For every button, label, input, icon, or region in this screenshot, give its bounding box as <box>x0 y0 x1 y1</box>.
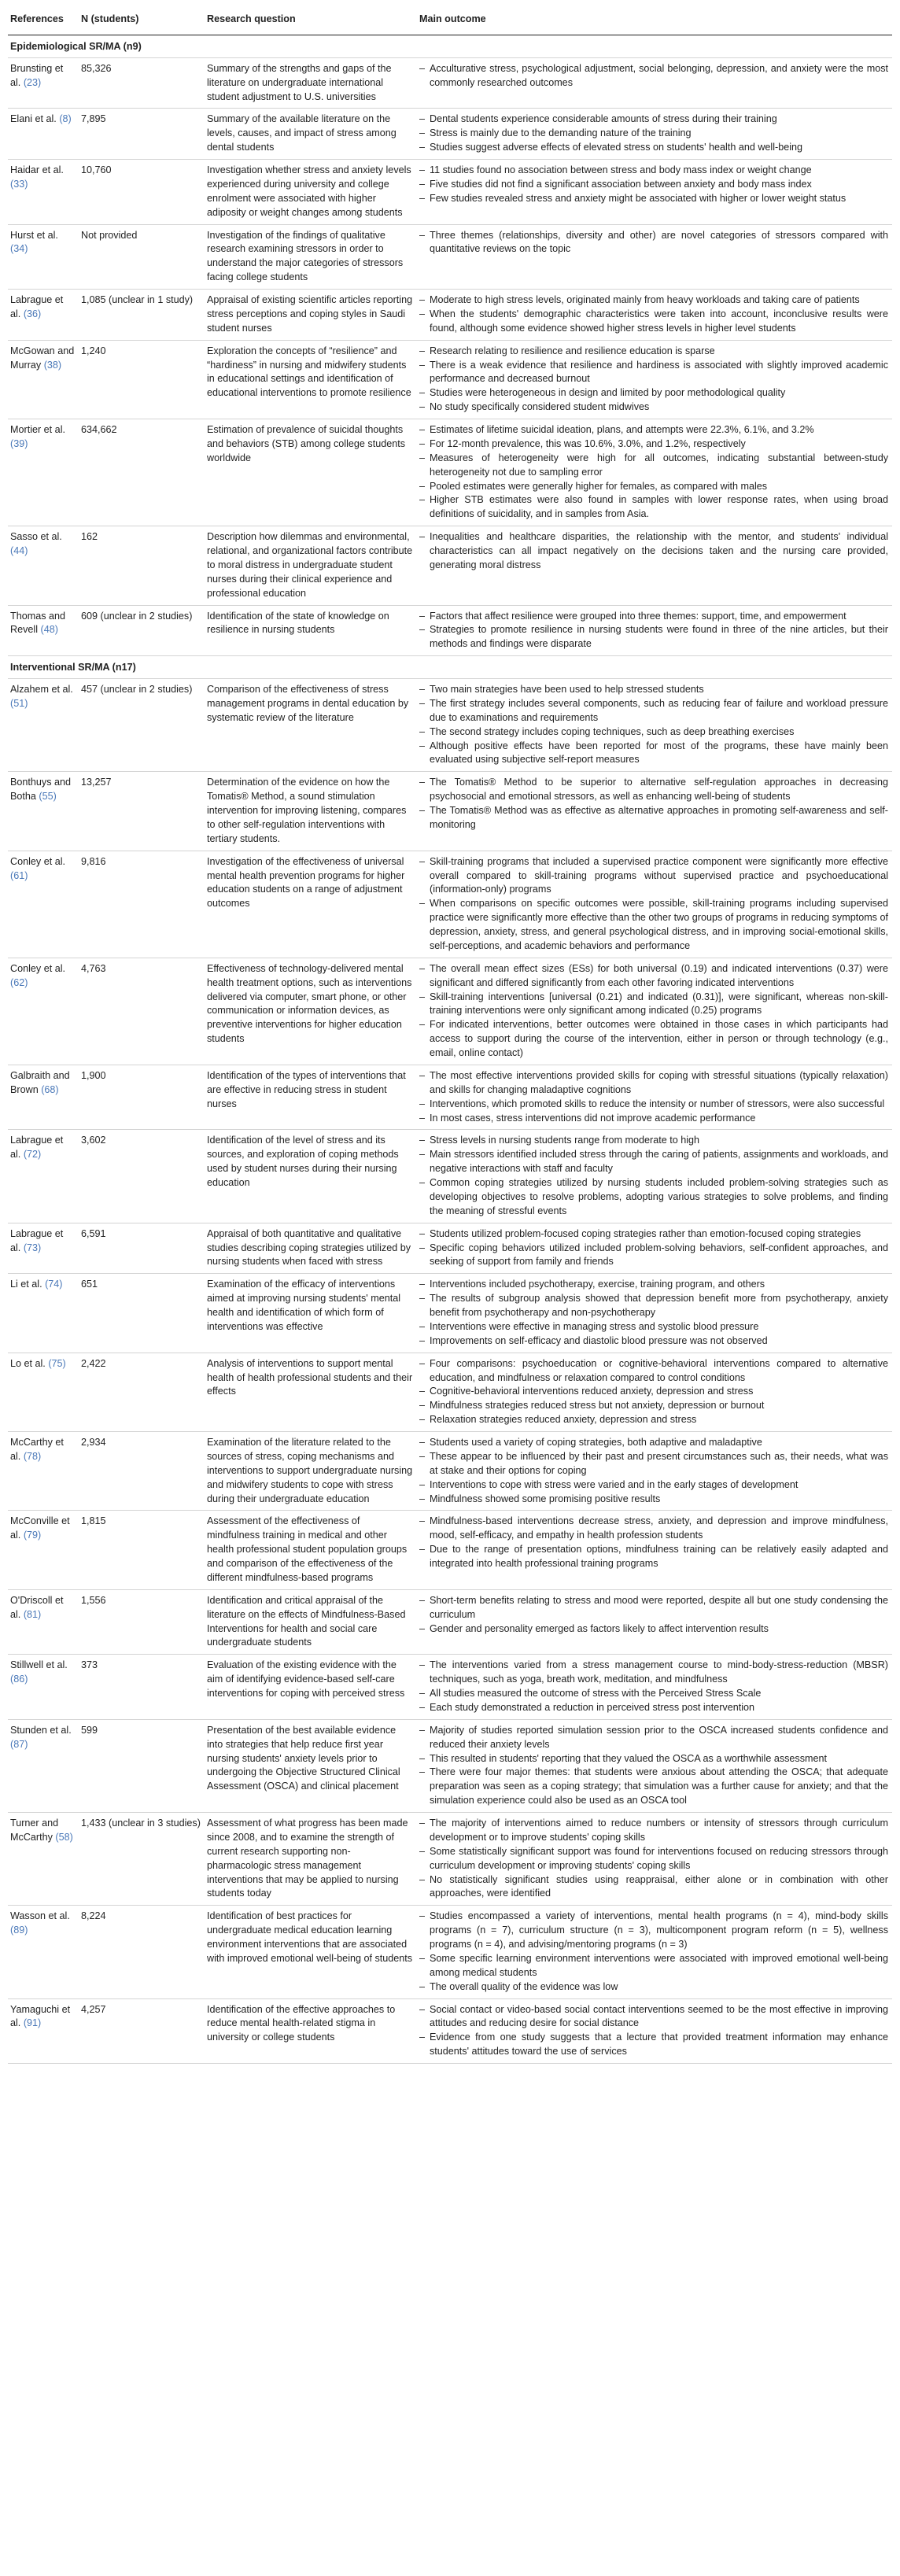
reference-number-link[interactable]: (23) <box>23 76 42 88</box>
research-question-cell: Examination of the efficacy of interventions aimed at improving nursing students' mental health and identification of which form of interventions was effective <box>205 1274 417 1353</box>
reference-cell <box>8 605 79 656</box>
outcome-list <box>419 1134 888 1218</box>
main-outcome-cell <box>417 958 892 1065</box>
reference-author: McConville et al. <box>10 1515 70 1541</box>
table-row <box>8 419 892 526</box>
main-outcome-cell <box>417 1065 892 1130</box>
reference-author: Mortier et al. <box>10 424 65 435</box>
reference-number-link[interactable]: (73) <box>23 1242 42 1253</box>
outcome-item: – Measures of heterogeneity were high for all outcomes, indicating substantial between-study heterogeneity not due to sampling error <box>419 452 888 480</box>
reference-cell <box>8 224 79 290</box>
reference-number-link[interactable]: (72) <box>23 1149 42 1161</box>
reference-cell <box>8 1432 79 1511</box>
section-header-row <box>8 656 892 679</box>
research-question-cell: Identification of best practices for undergraduate medical education learning environment interventions that are associated with improved emotional well-being of students <box>205 1906 417 1998</box>
header-references: References <box>8 6 79 35</box>
outcome-list <box>419 1069 888 1126</box>
header-main-outcome: Main outcome <box>417 6 892 35</box>
reference-author: Conley et al. <box>10 962 66 974</box>
outcome-item: – Skill-training programs that included a supervised practice component were significantly more effective overall compared to skill-training programs without supervised practice and psychoeducational (information-only) programs <box>419 855 888 898</box>
outcome-list <box>419 1515 888 1571</box>
outcome-item: – Short-term benefits relating to stress and mood were reported, despite all but one study condensing the curriculum <box>419 1594 888 1622</box>
outcome-item: – These appear to be influenced by their past and present circumstances such as, their needs, what was at stake and their options for coping <box>419 1450 888 1478</box>
table-row <box>8 1223 892 1274</box>
outcome-item: – Interventions were effective in managing stress and systolic blood pressure <box>419 1320 888 1334</box>
reference-author: McCarthy et al. <box>10 1437 64 1462</box>
n-students-cell: 1,556 <box>79 1589 205 1655</box>
table-body <box>8 35 892 2063</box>
reference-author: Galbraith and Brown <box>10 1069 70 1095</box>
outcome-item: – Few studies revealed stress and anxiety might be associated with higher or lower weight status <box>419 192 888 206</box>
main-outcome-cell <box>417 605 892 656</box>
reference-cell <box>8 1353 79 1431</box>
table-row <box>8 57 892 109</box>
main-outcome-cell <box>417 109 892 160</box>
outcome-item: – Students used a variety of coping strategies, both adaptive and maladaptive <box>419 1436 888 1450</box>
reference-number-link[interactable]: (55) <box>39 791 57 803</box>
reference-number-link[interactable]: (51) <box>10 697 28 709</box>
reference-cell <box>8 109 79 160</box>
reference-cell <box>8 160 79 225</box>
research-question-cell: Investigation of the effectiveness of universal mental health prevention programs for higher education students on a range of adjustment outcomes <box>205 851 417 958</box>
outcome-item: – Each study demonstrated a reduction in perceived stress post intervention <box>419 1701 888 1715</box>
outcome-item: – Pooled estimates were generally higher for females, as compared with males <box>419 480 888 494</box>
outcome-item: – The Tomatis® Method was as effective as alternative approaches in promoting self-awareness and self-monitoring <box>419 804 888 832</box>
outcome-item: – Mindfulness-based interventions decrease stress, anxiety, and depression and improve mindfulness, mood, self-efficacy, and empathy in health profession students <box>419 1515 888 1543</box>
outcome-item: – The first strategy includes several components, such as reducing fear of failure and workload pressure due to examinations and requirements <box>419 697 888 725</box>
reference-number-link[interactable]: (33) <box>10 178 28 190</box>
reference-cell <box>8 290 79 341</box>
research-question-cell: Comparison of the effectiveness of stress management programs in dental education by systematic review of the literature <box>205 679 417 772</box>
reference-author: Sasso et al. <box>10 531 62 543</box>
outcome-item: – Relaxation strategies reduced anxiety, depression and stress <box>419 1413 888 1427</box>
n-students-cell: 651 <box>79 1274 205 1353</box>
outcome-item: – Mindfulness showed some promising positive results <box>419 1493 888 1507</box>
reference-number-link[interactable]: (61) <box>10 869 28 881</box>
outcome-item: – Stress is mainly due to the demanding nature of the training <box>419 127 888 141</box>
reference-number-link[interactable]: (75) <box>48 1357 66 1369</box>
n-students-cell: 4,763 <box>79 958 205 1065</box>
outcome-item: – Research relating to resilience and resilience education is sparse <box>419 345 888 359</box>
reference-number-link[interactable]: (79) <box>23 1530 42 1541</box>
reference-cell <box>8 57 79 109</box>
n-students-cell: 2,934 <box>79 1432 205 1511</box>
outcome-item: – Some specific learning environment interventions were associated with improved emotional well-being among medical students <box>419 1952 888 1980</box>
outcome-item: – Due to the range of presentation options, mindfulness training can be relatively easily adapted and integrated into health professional training programs <box>419 1543 888 1571</box>
n-students-cell: 634,662 <box>79 419 205 526</box>
table-row <box>8 1719 892 1812</box>
table-row <box>8 772 892 851</box>
reference-author: Thomas and Revell <box>10 610 66 636</box>
reference-cell <box>8 1511 79 1589</box>
section-header-row <box>8 35 892 57</box>
main-outcome-cell <box>417 851 892 958</box>
reference-cell <box>8 1719 79 1812</box>
main-outcome-cell <box>417 679 892 772</box>
outcome-item: – Cognitive-behavioral interventions reduced anxiety, depression and stress <box>419 1385 888 1399</box>
main-outcome-cell <box>417 1432 892 1511</box>
reference-cell <box>8 1274 79 1353</box>
outcome-item: – Skill-training interventions [universal (0.21) and indicated (0.31)], were significant, whereas non-skill-training interventions were only significant among indicated (0.25) programs <box>419 991 888 1019</box>
reference-cell <box>8 1655 79 1720</box>
outcome-item: – Students utilized problem-focused coping strategies rather than emotion-focused coping strategies <box>419 1227 888 1242</box>
reference-cell <box>8 1906 79 1998</box>
n-students-cell: 1,240 <box>79 340 205 419</box>
table-row <box>8 1655 892 1720</box>
reference-cell <box>8 1589 79 1655</box>
reference-author: Elani et al. <box>10 113 57 125</box>
reference-author: Turner and McCarthy <box>10 1818 59 1843</box>
table-row <box>8 1274 892 1353</box>
outcome-list <box>419 293 888 336</box>
outcome-item: – The most effective interventions provided skills for coping with stressful situations (typically relaxation) and skills for changing maladaptive cognitions <box>419 1069 888 1098</box>
reference-author: Bonthuys and Botha <box>10 777 72 803</box>
table-row <box>8 1589 892 1655</box>
outcome-item: – Five studies did not find a significant association between anxiety and body mass index <box>419 178 888 192</box>
outcome-list <box>419 1724 888 1808</box>
main-outcome-cell <box>417 1998 892 2064</box>
outcome-list <box>419 855 888 954</box>
outcome-item: – The second strategy includes coping techniques, such as deep breathing exercises <box>419 725 888 740</box>
outcome-item: – For 12-month prevalence, this was 10.6%, 3.0%, and 1.2%, respectively <box>419 437 888 452</box>
research-question-cell: Identification of the level of stress and its sources, and exploration of coping methods used by student nurses during their nursing education <box>205 1130 417 1223</box>
reference-number-link[interactable]: (87) <box>10 1738 28 1750</box>
main-outcome-cell <box>417 1274 892 1353</box>
reference-cell <box>8 340 79 419</box>
research-question-cell: Estimation of prevalence of suicidal thoughts and behaviors (STB) among college students worldwide <box>205 419 417 526</box>
n-students-cell: 2,422 <box>79 1353 205 1431</box>
research-question-cell: Identification of the state of knowledge on resilience in nursing students <box>205 605 417 656</box>
outcome-item: – Four comparisons: psychoeducation or cognitive-behavioral interventions compared to alternative education, and mindfulness or relaxation compared to control conditions <box>419 1357 888 1386</box>
table-row <box>8 1432 892 1511</box>
main-outcome-cell <box>417 419 892 526</box>
reference-cell <box>8 851 79 958</box>
main-outcome-cell <box>417 1511 892 1589</box>
main-outcome-cell <box>417 1655 892 1720</box>
outcome-list <box>419 229 888 257</box>
outcome-item: – No study specifically considered student midwives <box>419 400 888 415</box>
n-students-cell: 8,224 <box>79 1906 205 1998</box>
n-students-cell: 599 <box>79 1719 205 1812</box>
outcome-list <box>419 776 888 832</box>
outcome-list <box>419 1659 888 1715</box>
reference-cell <box>8 419 79 526</box>
outcome-item: – All studies measured the outcome of stress with the Perceived Stress Scale <box>419 1687 888 1701</box>
research-question-cell: Identification of the effective approaches to reduce mental health-related stigma in university or college students <box>205 1998 417 2064</box>
table-row <box>8 224 892 290</box>
outcome-item: – Dental students experience considerable amounts of stress during their training <box>419 113 888 127</box>
outcome-list <box>419 62 888 90</box>
table-row <box>8 1130 892 1223</box>
n-students-cell: 7,895 <box>79 109 205 160</box>
reference-cell <box>8 1065 79 1130</box>
outcome-list <box>419 1817 888 1901</box>
header-n-students: N (students) <box>79 6 205 35</box>
table-row <box>8 109 892 160</box>
reference-author: McGowan and Murray <box>10 345 75 371</box>
outcome-list <box>419 164 888 206</box>
outcome-item: – There is a weak evidence that resilience and hardiness is associated with slightly improved academic performance and decreased burnout <box>419 359 888 387</box>
reference-author: Li et al. <box>10 1279 42 1290</box>
reference-number-link[interactable]: (38) <box>43 359 62 371</box>
outcome-list <box>419 610 888 652</box>
outcome-item: – Higher STB estimates were also found in samples with lower response rates, when using broad definitions of suicidality, and in samples from Asia. <box>419 493 888 522</box>
outcome-item: – Majority of studies reported simulation session prior to the OSCA increased students confidence and reduced their anxiety levels <box>419 1724 888 1752</box>
reference-cell <box>8 1223 79 1274</box>
reference-number-link[interactable]: (68) <box>41 1083 59 1095</box>
n-students-cell: 4,257 <box>79 1998 205 2064</box>
outcome-list <box>419 530 888 573</box>
table-row <box>8 605 892 656</box>
research-question-cell: Description how dilemmas and environmental, relational, and organizational factors contribute to moral distress in undergraduate student nurses during their clinical experience and professional education <box>205 526 417 605</box>
outcome-item: – Studies were heterogeneous in design and limited by poor methodological quality <box>419 386 888 400</box>
outcome-list <box>419 1594 888 1637</box>
section-title: Epidemiological SR/MA (n9) <box>8 35 892 57</box>
outcome-item: – The Tomatis® Method to be superior to alternative self-regulation approaches in decreasing psychosocial and emotional stressors, as well as enhancing well-being of students <box>419 776 888 804</box>
reference-author: Wasson et al. <box>10 1910 70 1922</box>
main-outcome-cell <box>417 1130 892 1223</box>
research-question-cell: Appraisal of existing scientific articles reporting stress perceptions and coping styles in Saudi student nurses <box>205 290 417 341</box>
table-row <box>8 526 892 605</box>
outcome-item: – Moderate to high stress levels, originated mainly from heavy workloads and taking care of patients <box>419 293 888 308</box>
reference-author: Yamaguchi et al. <box>10 2003 71 2029</box>
research-question-cell: Assessment of the effectiveness of mindfulness training in medical and other health professional student population groups and comparison of the effectiveness of the different mindfulness-based programs <box>205 1511 417 1589</box>
n-students-cell: 85,326 <box>79 57 205 109</box>
outcome-item: – Main stressors identified included stress through the caring of patients, assignments and workloads, and negative interactions with staff and faculty <box>419 1148 888 1176</box>
reference-number-link[interactable]: (91) <box>23 2017 42 2029</box>
outcome-item: – Two main strategies have been used to help stressed students <box>419 683 888 697</box>
reference-number-link[interactable]: (34) <box>10 243 28 255</box>
n-students-cell: 1,815 <box>79 1511 205 1589</box>
outcome-list <box>419 1227 888 1270</box>
outcome-item: – Inequalities and healthcare disparities, the relationship with the mentor, and students' individual characteristics can all impact negatively on the decisions taken and the nursing care provided, generating moral distress <box>419 530 888 573</box>
outcome-item: – Three themes (relationships, diversity and other) are novel categories of stressors compared with quantitative reviews on the topic <box>419 229 888 257</box>
reference-author: Labrague et al. <box>10 1135 64 1161</box>
reference-author: Stunden et al. <box>10 1724 72 1736</box>
research-question-cell: Assessment of what progress has been made since 2008, and to examine the strength of current research supporting non-pharmacologic stress management interventions that may be applied to nursing students today <box>205 1813 417 1906</box>
outcome-item: – Studies suggest adverse effects of elevated stress on students' health and well-being <box>419 141 888 155</box>
outcome-item: – 11 studies found no association between stress and body mass index or weight change <box>419 164 888 178</box>
n-students-cell: 3,602 <box>79 1130 205 1223</box>
research-question-cell: Appraisal of both quantitative and qualitative studies describing coping strategies utilized by nursing students when faced with stress <box>205 1223 417 1274</box>
research-question-cell: Effectiveness of technology-delivered mental health treatment options, such as interventions delivered via computer, smart phone, or other communication or information devices, as preventive interventions for higher education students <box>205 958 417 1065</box>
outcome-item: – Interventions to cope with stress were varied and in the early stages of development <box>419 1478 888 1493</box>
main-outcome-cell <box>417 1813 892 1906</box>
outcome-item: – Improvements on self-efficacy and diastolic blood pressure was not observed <box>419 1334 888 1349</box>
table-row <box>8 1065 892 1130</box>
main-outcome-cell <box>417 1589 892 1655</box>
outcome-item: – The interventions varied from a stress management course to mind-body-stress-reduction (MBSR) techniques, such as yoga, breath work, meditation, and mindfulness <box>419 1659 888 1687</box>
outcome-item: – The majority of interventions aimed to reduce numbers or intensity of stressors through curriculum development or to improve students' coping skills <box>419 1817 888 1845</box>
reference-author: Labrague et al. <box>10 294 64 319</box>
main-outcome-cell <box>417 340 892 419</box>
reference-author: Brunsting et al. <box>10 62 64 88</box>
reference-cell <box>8 1998 79 2064</box>
outcome-item: – Gender and personality emerged as factors likely to affect intervention results <box>419 1622 888 1637</box>
outcome-item: – Acculturative stress, psychological adjustment, social belonging, depression, and anxiety were the most commonly researched outcomes <box>419 62 888 90</box>
reference-number-link[interactable]: (8) <box>59 113 72 125</box>
reference-number-link[interactable]: (44) <box>10 545 28 556</box>
research-question-cell: Summary of the strengths and gaps of the literature on undergraduate international student adjustment to U.S. universities <box>205 57 417 109</box>
table-row <box>8 160 892 225</box>
n-students-cell: 373 <box>79 1655 205 1720</box>
n-students-cell: Not provided <box>79 224 205 290</box>
outcome-item: – Interventions included psychotherapy, exercise, training program, and others <box>419 1278 888 1292</box>
outcome-item: – Common coping strategies utilized by nursing students included problem-solving strategies such as developing objectives to resolve problems, adopting various strategies to solve problems, and finding the meaning of stressful events <box>419 1176 888 1219</box>
outcome-list <box>419 423 888 522</box>
reference-number-link[interactable]: (89) <box>10 1925 28 1936</box>
n-students-cell: 457 (unclear in 2 studies) <box>79 679 205 772</box>
outcome-list <box>419 2003 888 2060</box>
table-row <box>8 290 892 341</box>
section-title: Interventional SR/MA (n17) <box>8 656 892 679</box>
reference-cell <box>8 958 79 1065</box>
n-students-cell: 162 <box>79 526 205 605</box>
outcome-item: – Social contact or video-based social contact interventions seemed to be the most effective in improving attitudes and reducing desire for social distance <box>419 2003 888 2032</box>
main-outcome-cell <box>417 772 892 851</box>
outcome-item: – When comparisons on specific outcomes were possible, skill-training programs including supervised practice were significantly more effective than the other two groups of programs in reducing symptoms of depression, anxiety, stress, and general psychological distress, and in improving social-emotional skills, self-perceptions, and academic behaviors and performance <box>419 897 888 954</box>
research-question-cell: Identification and critical appraisal of the literature on the effects of Mindfulness-Based Interventions for health and social care undergraduate students <box>205 1589 417 1655</box>
main-outcome-cell <box>417 1906 892 1998</box>
outcome-item: – This resulted in students' reporting that they valued the OSCA as a worthwhile assessment <box>419 1752 888 1766</box>
reference-number-link[interactable]: (78) <box>23 1450 42 1462</box>
research-question-cell: Investigation whether stress and anxiety levels experienced during university and college enrolment were associated with higher adiposity or weight changes among students <box>205 160 417 225</box>
table-row <box>8 1998 892 2064</box>
outcome-item: – For indicated interventions, better outcomes were obtained in those cases in which participants had access to support during the course of the intervention, either in person or through technology (e.g., email, online contact) <box>419 1018 888 1061</box>
outcome-item: – Studies encompassed a variety of interventions, mental health programs (n = 4), mind-body skills programs (n = 7), curriculum structure (n = 3), multicomponent program reform (n = 5), wellness programs (n = 4), and advising/mentoring programs (n = 3) <box>419 1910 888 1952</box>
outcome-item: – Specific coping behaviors utilized included problem-solving behaviors, self-confident approaches, and seeking of support from family and friends <box>419 1242 888 1270</box>
header-research-question: Research question <box>205 6 417 35</box>
reference-number-link[interactable]: (62) <box>10 976 28 988</box>
reference-author: Alzahem et al. <box>10 684 73 695</box>
research-question-cell: Summary of the available literature on the levels, causes, and impact of stress among dental students <box>205 109 417 160</box>
main-outcome-cell <box>417 1223 892 1274</box>
research-question-cell: Identification of the types of interventions that are effective in reducing stress in student nurses <box>205 1065 417 1130</box>
outcome-item: – When the students' demographic characteristics were taken into account, inconclusive results were found, although some evidence showed higher stress levels in higher level students <box>419 308 888 336</box>
reference-cell <box>8 1130 79 1223</box>
outcome-item: – There were four major themes: that students were anxious about attending the OSCA; that adequate preparation was seen as a coping strategy; that simulation was a further cause for anxiety; and that the simulation experience could also be used as an OSCA tool <box>419 1766 888 1808</box>
research-question-cell: Determination of the evidence on how the Tomatis® Method, a sound stimulation intervention for improving listening, compares to other self-regulation interventions with tertiary students. <box>205 772 417 851</box>
research-question-cell: Presentation of the best available evidence into strategies that help reduce first year nursing students' anxiety levels prior to undergoing the Objective Structured Clinical Assessment (OSCA) and clinical placement <box>205 1719 417 1812</box>
n-students-cell: 1,900 <box>79 1065 205 1130</box>
research-question-cell: Investigation of the findings of qualitative research examining stressors in order to understand the major categories of stressors facing college students <box>205 224 417 290</box>
reference-number-link[interactable]: (74) <box>45 1279 63 1290</box>
outcome-list <box>419 1436 888 1506</box>
research-question-cell: Examination of the literature related to the sources of stress, coping mechanisms and interventions to support undergraduate nursing and midwifery students to cope with stress during their undergraduate education <box>205 1432 417 1511</box>
reference-author: O'Driscoll et al. <box>10 1594 64 1620</box>
research-question-cell: Analysis of interventions to support mental health of health professional students and their effects <box>205 1353 417 1431</box>
outcome-list <box>419 962 888 1061</box>
reference-author: Conley et al. <box>10 855 66 867</box>
outcome-item: – Strategies to promote resilience in nursing students were found in three of the nine articles, but their methods and findings were disparate <box>419 623 888 651</box>
reference-number-link[interactable]: (39) <box>10 437 28 449</box>
table-row <box>8 679 892 772</box>
research-question-cell: Exploration the concepts of “resilience” and “hardiness” in nursing and midwifery students in educational settings and identification of educational interventions to promote resilience <box>205 340 417 419</box>
main-outcome-cell <box>417 224 892 290</box>
main-outcome-cell <box>417 526 892 605</box>
outcome-item: – Evidence from one study suggests that a lecture that provided treatment information may enhance students' attitudes toward the use of services <box>419 2031 888 2059</box>
reference-author: Hurst et al. <box>10 229 58 241</box>
reference-cell <box>8 772 79 851</box>
outcome-list <box>419 1278 888 1348</box>
outcome-item: – Estimates of lifetime suicidal ideation, plans, and attempts were 22.3%, 6.1%, and 3.2% <box>419 423 888 437</box>
outcome-list <box>419 113 888 155</box>
reference-author: Stillwell et al. <box>10 1659 68 1671</box>
table-row <box>8 1906 892 1998</box>
table-row <box>8 851 892 958</box>
n-students-cell: 13,257 <box>79 772 205 851</box>
outcome-list <box>419 683 888 767</box>
n-students-cell: 1,085 (unclear in 1 study) <box>79 290 205 341</box>
table-row <box>8 1353 892 1431</box>
review-table <box>8 6 892 2064</box>
table-row <box>8 958 892 1065</box>
outcome-item: – In most cases, stress interventions did not improve academic performance <box>419 1112 888 1126</box>
outcome-item: – Factors that affect resilience were grouped into three themes: support, time, and empowerment <box>419 610 888 624</box>
reference-author: Haidar et al. <box>10 164 64 175</box>
main-outcome-cell <box>417 290 892 341</box>
outcome-item: – The overall quality of the evidence was low <box>419 1980 888 1995</box>
outcome-list <box>419 345 888 415</box>
outcome-item: – Stress levels in nursing students range from moderate to high <box>419 1134 888 1148</box>
n-students-cell: 10,760 <box>79 160 205 225</box>
reference-author: Labrague et al. <box>10 1227 64 1253</box>
outcome-list <box>419 1910 888 1994</box>
reference-number-link[interactable]: (48) <box>40 624 58 636</box>
n-students-cell: 609 (unclear in 2 studies) <box>79 605 205 656</box>
n-students-cell: 1,433 (unclear in 3 studies) <box>79 1813 205 1906</box>
outcome-item: – The overall mean effect sizes (ESs) for both universal (0.19) and indicated interventions (0.37) were significant and differed significantly from each other favoring indicated interventions <box>419 962 888 991</box>
outcome-list <box>419 1357 888 1427</box>
outcome-item: – Mindfulness strategies reduced stress but not anxiety, depression or burnout <box>419 1399 888 1413</box>
research-question-cell: Evaluation of the existing evidence with the aim of identifying evidence-based self-care interventions for coping with perceived stress <box>205 1655 417 1720</box>
reference-author: Lo et al. <box>10 1357 46 1369</box>
reference-cell <box>8 679 79 772</box>
outcome-item: – No statistically significant studies using reappraisal, either alone or in combination with other approaches, were identified <box>419 1873 888 1902</box>
outcome-item: – Although positive effects have been reported for most of the programs, these have mainly been evaluated using subjective self-report measures <box>419 740 888 768</box>
table-row <box>8 1813 892 1906</box>
reference-number-link[interactable]: (81) <box>23 1608 42 1620</box>
n-students-cell: 9,816 <box>79 851 205 958</box>
table-row <box>8 1511 892 1589</box>
reference-number-link[interactable]: (36) <box>23 308 42 319</box>
main-outcome-cell <box>417 160 892 225</box>
reference-cell <box>8 526 79 605</box>
n-students-cell: 6,591 <box>79 1223 205 1274</box>
reference-number-link[interactable]: (58) <box>55 1831 73 1843</box>
main-outcome-cell <box>417 1353 892 1431</box>
table-header <box>8 6 892 35</box>
main-outcome-cell <box>417 57 892 109</box>
outcome-item: – The results of subgroup analysis showed that depression benefit more from psychotherapy, anxiety benefit from psychotherapy and non-psychotherapy <box>419 1292 888 1320</box>
reference-number-link[interactable]: (86) <box>10 1674 28 1685</box>
main-outcome-cell <box>417 1719 892 1812</box>
outcome-item: – Interventions, which promoted skills to reduce the intensity or number of stressors, were also successful <box>419 1098 888 1112</box>
reference-cell <box>8 1813 79 1906</box>
outcome-item: – Some statistically significant support was found for interventions focused on reducing stressors through curriculum development or improving students' coping skills <box>419 1845 888 1873</box>
table-row <box>8 340 892 419</box>
